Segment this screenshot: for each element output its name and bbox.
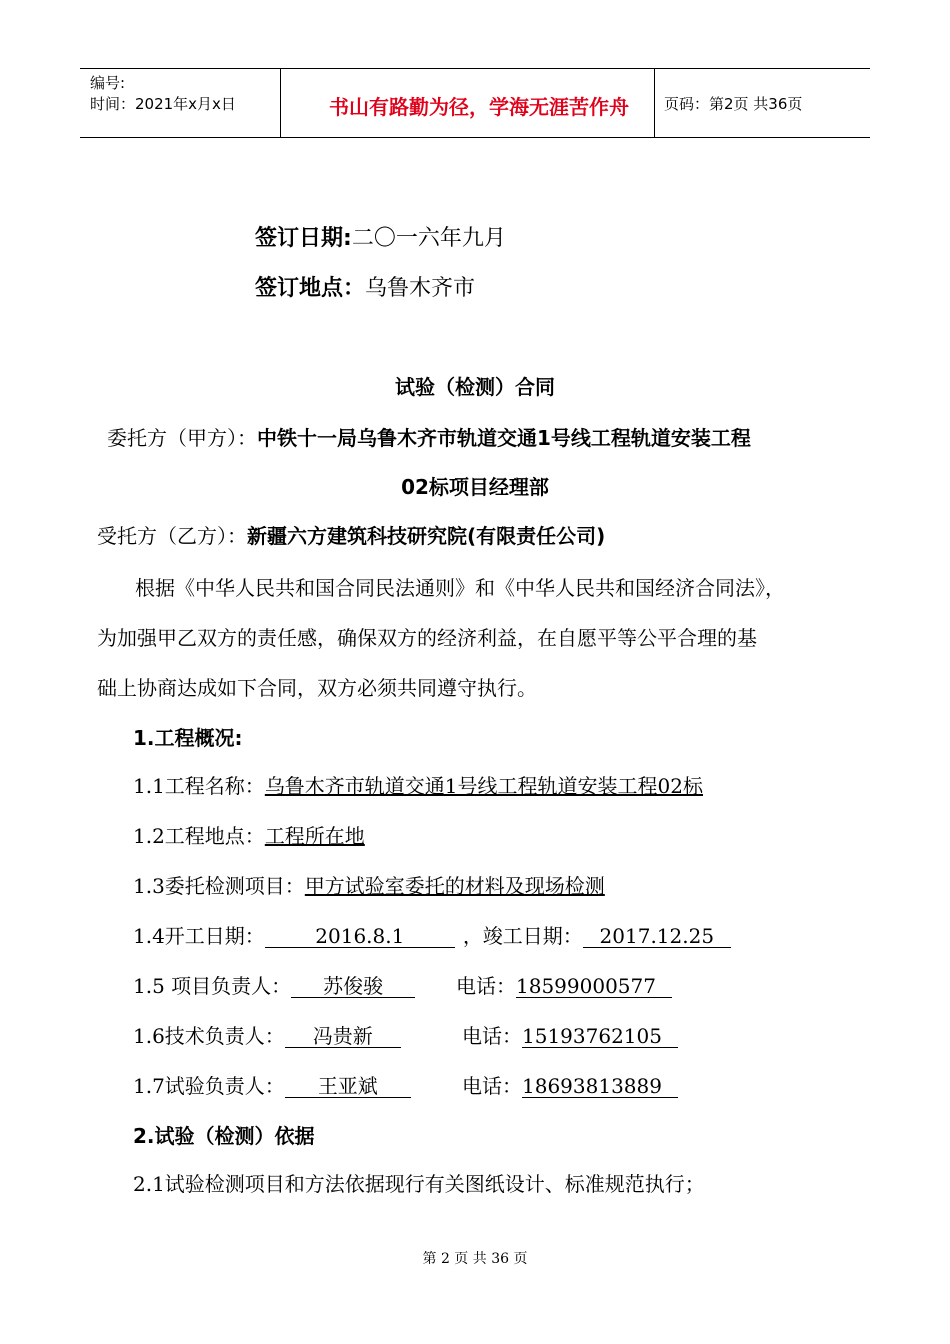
end-date-label: ，竣工日期： [462,924,583,948]
tech-lead-phone: 15193762105 [522,1025,678,1048]
end-date-value: 2017.12.25 [583,925,731,948]
item-1-6-label: 1.6技术负责人： [133,1024,285,1048]
item-1-5 [133,970,415,999]
item-1-4-label: 1.4开工日期： [133,924,265,948]
header-time-label: 时间：2021年x月x日 [90,95,236,113]
header-number-label: 编号: [90,74,126,92]
item-1-3-label: 1.3委托检测项目： [133,874,305,898]
item-1-6-phone [462,1020,678,1049]
item-1-1-value: 乌鲁木齐市轨道交通1号线工程轨道安装工程02标 [264,774,703,798]
signing-place [255,271,475,302]
party-b-value: 新疆六方建筑科技研究院(有限责任公司) [247,524,606,548]
party-a [107,422,751,451]
item-1-2-value: 工程所在地 [264,824,365,848]
start-date-value: 2016.8.1 [265,925,455,948]
party-b [97,520,605,549]
signing-date-label: 签订日期: [255,226,352,251]
item-2-1: 2.1试验检测项目和方法依据现行有关图纸设计、标准规范执行； [133,1172,705,1196]
item-1-3 [133,870,605,899]
contract-title: 试验（检测）合同 [395,375,555,399]
item-1-1-label: 1.1工程名称： [133,774,265,798]
intro-line: 础上协商达成如下合同，双方必须共同遵守执行。 [97,676,537,700]
signing-place-value: 乌鲁木齐市 [365,276,476,301]
section-1-heading: 1.工程概况: [133,726,243,750]
party-b-label: 受托方（乙方）： [97,524,247,548]
item-1-7 [133,1070,411,1099]
item-1-3-value: 甲方试验室委托的材料及现场检测 [304,874,605,898]
project-lead-name: 苏俊骏 [291,975,415,998]
project-lead-phone: 18599000577 [516,975,672,998]
header-page-info: 页码：第2页 共36页 [664,95,803,113]
page-header [80,68,870,138]
phone-label: 电话： [456,974,516,998]
party-a-value-cont: 02标项目经理部 [401,475,549,499]
item-1-6 [133,1020,401,1049]
item-1-2-label: 1.2工程地点： [133,824,265,848]
header-motto: 书山有路勤为径，学海无涯苦作舟 [329,95,629,119]
signing-date-value: 二〇一六年九月 [351,226,506,251]
item-1-7-label: 1.7试验负责人： [133,1074,285,1098]
item-1-5-phone [456,970,672,999]
page-footer: 第 2 页 共 36 页 [422,1251,528,1267]
tech-lead-name: 冯贵新 [285,1025,401,1048]
signing-date [255,221,506,252]
item-1-4 [133,920,731,949]
item-1-7-phone [462,1070,678,1099]
party-a-value: 中铁十一局乌鲁木齐市轨道交通1号线工程轨道安装工程 [257,426,751,450]
party-a-label: 委托方（甲方）： [107,426,257,450]
phone-label: 电话： [462,1074,522,1098]
item-1-2 [133,820,365,849]
phone-label: 电话： [462,1024,522,1048]
intro-line: 为加强甲乙双方的责任感，确保双方的经济利益，在自愿平等公平合理的基 [97,626,757,650]
test-lead-phone: 18693813889 [522,1075,678,1098]
section-2-heading: 2.试验（检测）依据 [133,1124,315,1148]
item-1-5-label: 1.5 项目负责人： [133,974,292,998]
item-1-1 [133,770,703,799]
header-divider [280,69,281,137]
header-meta [90,73,236,115]
signing-place-label: 签订地点： [255,276,366,301]
intro-line: 根据《中华人民共和国合同民法通则》和《中华人民共和国经济合同法》， [135,576,785,600]
test-lead-name: 王亚斌 [285,1075,411,1098]
